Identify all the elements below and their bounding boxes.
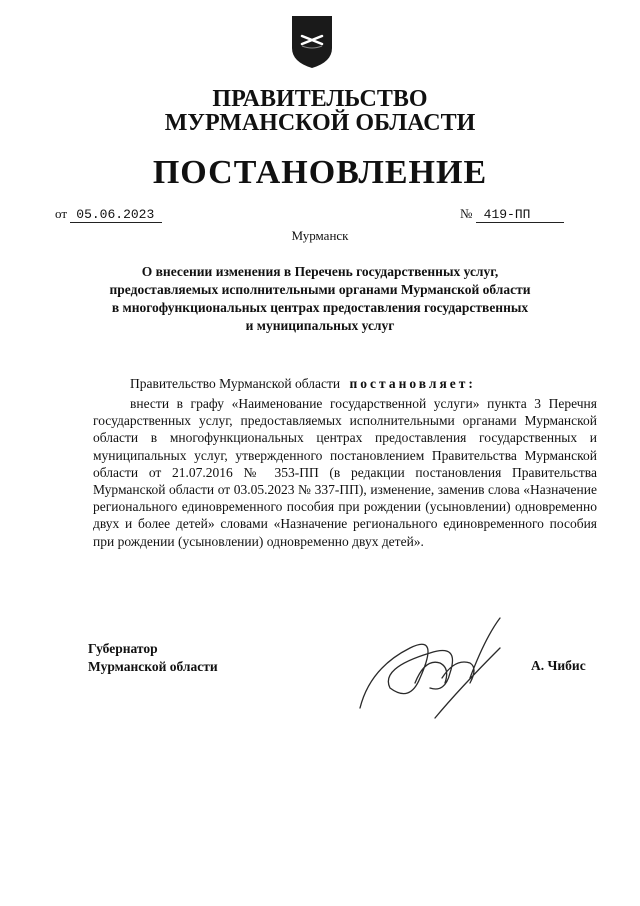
- signatory-title: [88, 640, 218, 676]
- number-prefix: №: [460, 206, 473, 221]
- date-value: 05.06.2023: [70, 207, 162, 223]
- coat-of-arms-icon: [288, 14, 336, 70]
- subject-line: и муниципальных услуг: [245, 318, 395, 333]
- date-prefix: от: [55, 206, 68, 221]
- city: Мурманск: [291, 228, 349, 243]
- subject-line: в многофункциональных центрах предоставления государственных: [111, 300, 529, 315]
- document-date: [55, 206, 162, 223]
- document-number: [460, 206, 564, 223]
- government-title-line2: МУРМАНСКОЙ ОБЛАСТИ: [164, 110, 476, 136]
- signatory-title-line1: Губернатор: [88, 641, 158, 656]
- handwritten-signature-icon: [350, 608, 510, 728]
- preamble-action: постановляет:: [349, 376, 476, 391]
- number-value: 419-ПП: [476, 207, 564, 223]
- preamble-text: Правительство Мурманской области: [130, 376, 341, 391]
- document-type: ПОСТАНОВЛЕНИЕ: [152, 154, 488, 191]
- preamble: [130, 376, 476, 392]
- document-subject: [95, 263, 545, 335]
- signatory-title-line2: Мурманской области: [88, 659, 218, 674]
- subject-line: О внесении изменения в Перечень государственных услуг,: [141, 264, 499, 279]
- subject-line: предоставляемых исполнительными органами Мурманской области: [109, 282, 531, 297]
- body-paragraph: внести в графу «Наименование государственной услуги» пункта 3 Перечня государственных услуг, предоставляемых исполнительными органами Мурманской области в многофункциональных центрах предоставления государственных и муниципальных услуг, утвержденного постановлением Правительства Мурманской области от 21.07.2016 № 353-ПП (в редакции постановления Правительства Мурманской области от 03.05.2023 № 337-ПП), изменение, заменив слова «Назначение регионального единовременного пособия при рождении (усыновлении) одновременно двух и более детей» словами «Назначение регионального единовременного пособия при рождении (усыновлении) одновременно двух детей».: [93, 396, 597, 549]
- government-title-line1: ПРАВИТЕЛЬСТВО: [212, 86, 428, 112]
- signatory-name: А. Чибис: [531, 658, 586, 673]
- document-body: [93, 395, 597, 550]
